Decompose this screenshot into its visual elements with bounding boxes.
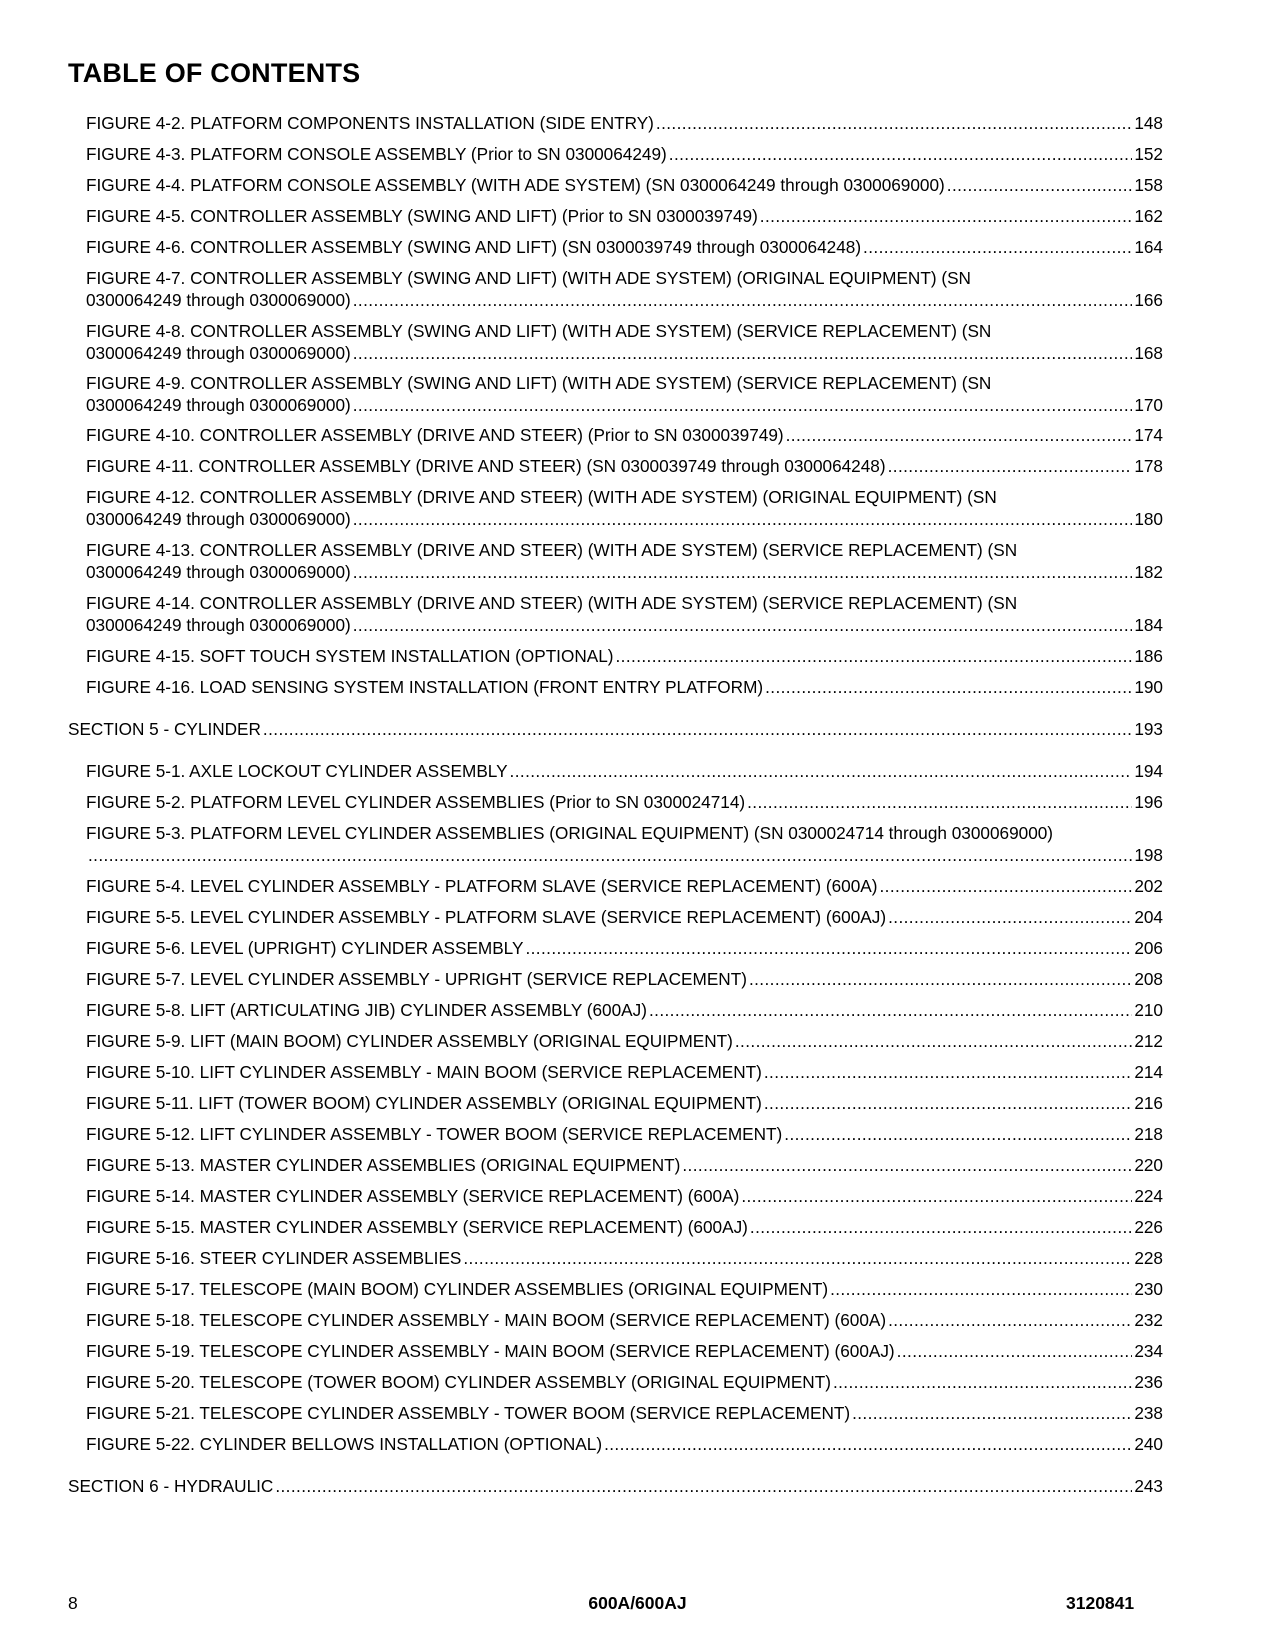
toc-entry-page: 220 (1134, 1155, 1163, 1175)
toc-entry[interactable] (86, 236, 1163, 258)
toc-entry[interactable] (86, 1061, 1163, 1083)
toc-entry-title-line1: FIGURE 4-14. CONTROLLER ASSEMBLY (DRIVE AND STEER) (WITH ADE SYSTEM) (SERVICE REPLACEMENT) (SN (86, 593, 1018, 613)
toc-entry-page: 243 (1134, 1476, 1163, 1496)
toc-entry-page: 178 (1134, 456, 1163, 476)
toc-entry-page: 236 (1134, 1372, 1163, 1392)
toc-entry[interactable] (86, 1433, 1163, 1455)
toc-entry-title: FIGURE 4-16. LOAD SENSING SYSTEM INSTALLATION (FRONT ENTRY PLATFORM) (86, 677, 764, 697)
toc-entry[interactable] (86, 937, 1163, 959)
dot-leader (510, 760, 1133, 782)
toc-entry[interactable] (86, 112, 1163, 134)
toc-entry[interactable] (86, 1154, 1163, 1176)
dot-leader (888, 455, 1133, 477)
toc-entry-page: 152 (1134, 144, 1163, 164)
toc-entry-page: 218 (1134, 1124, 1163, 1144)
toc-entry-page: 208 (1134, 969, 1163, 989)
toc-entry-page: 174 (1134, 425, 1163, 445)
toc-entry-page: 180 (1134, 509, 1163, 529)
toc-section[interactable] (68, 718, 1163, 740)
dot-leader (764, 1061, 1132, 1083)
toc-entry-title-line1: FIGURE 4-13. CONTROLLER ASSEMBLY (DRIVE AND STEER) (WITH ADE SYSTEM) (SERVICE REPLACEMENT) (SN (86, 540, 1018, 560)
toc-entry[interactable] (86, 1309, 1163, 1331)
toc-entry-title: FIGURE 5-21. TELESCOPE CYLINDER ASSEMBLY - TOWER BOOM (SERVICE REPLACEMENT) (86, 1403, 851, 1423)
toc-entry-page: 164 (1134, 237, 1163, 257)
dot-leader (888, 906, 1132, 928)
toc-entry-page: 228 (1134, 1248, 1163, 1268)
toc-entry-title: FIGURE 5-10. LIFT CYLINDER ASSEMBLY - MAIN BOOM (SERVICE REPLACEMENT) (86, 1062, 762, 1082)
dot-leader (353, 342, 1133, 364)
dot-leader (525, 937, 1132, 959)
dot-leader (353, 561, 1133, 583)
toc-entry-page: 240 (1134, 1434, 1163, 1454)
toc-entry[interactable] (86, 174, 1163, 196)
toc-entry-title: FIGURE 5-20. TELESCOPE (TOWER BOOM) CYLINDER ASSEMBLY (ORIGINAL EQUIPMENT) (86, 1372, 831, 1392)
toc-entry-title: FIGURE 5-5. LEVEL CYLINDER ASSEMBLY - PLATFORM SLAVE (SERVICE REPLACEMENT) (600AJ) (86, 907, 887, 927)
toc-entry[interactable] (86, 676, 1163, 698)
toc-entry[interactable] (86, 1247, 1163, 1269)
dot-leader (764, 1092, 1132, 1114)
toc-entry-title: FIGURE 5-19. TELESCOPE CYLINDER ASSEMBLY - MAIN BOOM (SERVICE REPLACEMENT) (600AJ) (86, 1341, 895, 1361)
toc-entry-title: FIGURE 4-3. PLATFORM CONSOLE ASSEMBLY (Prior to SN 0300064249) (86, 144, 667, 164)
toc-entry-page: 234 (1134, 1341, 1163, 1361)
toc-entry-title: FIGURE 5-18. TELESCOPE CYLINDER ASSEMBLY - MAIN BOOM (SERVICE REPLACEMENT) (600A) (86, 1310, 887, 1330)
toc-entry-page: 186 (1134, 646, 1163, 666)
toc-entry[interactable] (86, 539, 1163, 583)
dot-leader (263, 718, 1132, 740)
toc-entry-title: FIGURE 5-14. MASTER CYLINDER ASSEMBLY (SERVICE REPLACEMENT) (600A) (86, 1186, 740, 1206)
toc-entry[interactable] (86, 1371, 1163, 1393)
dot-leader (669, 143, 1133, 165)
dot-leader (784, 1123, 1132, 1145)
toc-section[interactable] (68, 1475, 1163, 1497)
toc-entry-page: 232 (1134, 1310, 1163, 1330)
toc-entry[interactable] (86, 424, 1163, 446)
dot-leader (888, 1309, 1132, 1331)
toc-entry[interactable] (86, 1402, 1163, 1424)
toc-entry-title: FIGURE 5-11. LIFT (TOWER BOOM) CYLINDER ASSEMBLY (ORIGINAL EQUIPMENT) (86, 1093, 762, 1113)
toc-entry[interactable] (86, 875, 1163, 897)
toc-entry-title-line1: FIGURE 5-3. PLATFORM LEVEL CYLINDER ASSEMBLIES (ORIGINAL EQUIPMENT) (SN 0300024714 through 0300069000) (86, 823, 1054, 843)
toc-section-title: SECTION 6 - HYDRAULIC (68, 1476, 274, 1496)
toc-entry-page: 212 (1134, 1031, 1163, 1051)
dot-leader (741, 1185, 1132, 1207)
toc-entry-title-line1: FIGURE 4-12. CONTROLLER ASSEMBLY (DRIVE AND STEER) (WITH ADE SYSTEM) (ORIGINAL EQUIPMENT) (SN (86, 487, 997, 507)
dot-leader (604, 1433, 1132, 1455)
toc-entry-page: 184 (1134, 615, 1163, 635)
toc-entry-title: FIGURE 5-12. LIFT CYLINDER ASSEMBLY - TOWER BOOM (SERVICE REPLACEMENT) (86, 1124, 783, 1144)
toc-entry-page: 216 (1134, 1093, 1163, 1113)
toc-entry[interactable] (86, 1278, 1163, 1300)
toc-entry-title-line1: FIGURE 4-9. CONTROLLER ASSEMBLY (SWING AND LIFT) (WITH ADE SYSTEM) (SERVICE REPLACEMENT) (SN (86, 373, 992, 393)
toc-entry[interactable] (86, 455, 1163, 477)
toc-entry-page: 182 (1134, 562, 1163, 582)
toc-entry-title: FIGURE 5-7. LEVEL CYLINDER ASSEMBLY - UPRIGHT (SERVICE REPLACEMENT) (86, 969, 747, 989)
toc-entry-title: FIGURE 5-17. TELESCOPE (MAIN BOOM) CYLINDER ASSEMBLIES (ORIGINAL EQUIPMENT) (86, 1279, 829, 1299)
dot-leader (275, 1475, 1132, 1497)
toc-entry[interactable] (86, 968, 1163, 990)
toc-entry-title-line2: 0300064249 through 0300069000) (86, 290, 351, 310)
toc-entry[interactable] (86, 906, 1163, 928)
toc-entry-title: FIGURE 4-11. CONTROLLER ASSEMBLY (DRIVE AND STEER) (SN 0300039749 through 0300064248) (86, 456, 886, 476)
toc-entry-page: 194 (1134, 761, 1163, 781)
toc-entry-title-line1: FIGURE 4-8. CONTROLLER ASSEMBLY (SWING AND LIFT) (WITH ADE SYSTEM) (SERVICE REPLACEMENT) (SN (86, 321, 992, 341)
toc-entry[interactable] (86, 592, 1163, 636)
toc-entry-page: 226 (1134, 1217, 1163, 1237)
toc-entry-title: FIGURE 4-5. CONTROLLER ASSEMBLY (SWING AND LIFT) (Prior to SN 0300039749) (86, 206, 758, 226)
dot-leader (863, 236, 1132, 258)
dot-leader (897, 1340, 1133, 1362)
dot-leader (830, 1278, 1132, 1300)
dot-leader (616, 645, 1133, 667)
footer-doc-number: 3120841 (1066, 1593, 1135, 1613)
toc-entry-title: FIGURE 4-10. CONTROLLER ASSEMBLY (DRIVE AND STEER) (Prior to SN 0300039749) (86, 425, 784, 445)
toc-entry[interactable] (86, 320, 1163, 364)
dot-leader (353, 394, 1133, 416)
dot-leader (750, 1216, 1132, 1238)
toc-entry-title: FIGURE 5-2. PLATFORM LEVEL CYLINDER ASSEMBLIES (Prior to SN 0300024714) (86, 792, 746, 812)
dot-leader (947, 174, 1133, 196)
toc-entry-page: 204 (1134, 907, 1163, 927)
toc-entry-title: FIGURE 5-16. STEER CYLINDER ASSEMBLIES (86, 1248, 462, 1268)
toc-entry-page: 230 (1134, 1279, 1163, 1299)
toc-entry[interactable] (86, 1185, 1163, 1207)
toc-entry[interactable] (86, 143, 1163, 165)
dot-leader (747, 791, 1132, 813)
toc-entry[interactable] (86, 645, 1163, 667)
toc-entry-page: 193 (1134, 719, 1163, 739)
toc-entry-page: 238 (1134, 1403, 1163, 1423)
toc-entry-page: 202 (1134, 876, 1163, 896)
dot-leader (880, 875, 1133, 897)
dot-leader (88, 844, 1132, 866)
toc-entry-page: 158 (1134, 175, 1163, 195)
toc-entry-title-line2: 0300064249 through 0300069000) (86, 509, 351, 529)
toc-entry-title-line2: 0300064249 through 0300069000) (86, 343, 351, 363)
toc-entry-title: FIGURE 5-9. LIFT (MAIN BOOM) CYLINDER ASSEMBLY (ORIGINAL EQUIPMENT) (86, 1031, 733, 1051)
dot-leader (649, 999, 1132, 1021)
toc-entry[interactable] (86, 486, 1163, 530)
toc-entry-title: FIGURE 5-4. LEVEL CYLINDER ASSEMBLY - PLATFORM SLAVE (SERVICE REPLACEMENT) (600A) (86, 876, 878, 896)
toc-entry-page: 170 (1134, 395, 1163, 415)
toc-entry[interactable] (86, 205, 1163, 227)
toc-entry[interactable] (86, 760, 1163, 782)
dot-leader (353, 289, 1133, 311)
dot-leader (749, 968, 1132, 990)
toc-entry-title: FIGURE 5-8. LIFT (ARTICULATING JIB) CYLINDER ASSEMBLY (600AJ) (86, 1000, 647, 1020)
dot-leader (463, 1247, 1132, 1269)
page-title: TABLE OF CONTENTS (68, 58, 361, 88)
toc-entry-page: 206 (1134, 938, 1163, 958)
toc-entry-title: FIGURE 5-13. MASTER CYLINDER ASSEMBLIES (ORIGINAL EQUIPMENT) (86, 1155, 681, 1175)
toc-entry-title-line2: 0300064249 through 0300069000) (86, 562, 351, 582)
toc-entry[interactable] (86, 1123, 1163, 1145)
toc-entry-page: 210 (1134, 1000, 1163, 1020)
toc-entry-title: FIGURE 4-4. PLATFORM CONSOLE ASSEMBLY (WITH ADE SYSTEM) (SN 0300064249 through 0300069000) (86, 175, 945, 195)
toc-entry-title: FIGURE 5-15. MASTER CYLINDER ASSEMBLY (SERVICE REPLACEMENT) (600AJ) (86, 1217, 748, 1237)
toc-entry-page: 198 (1134, 845, 1163, 865)
toc-entry-title-line2: 0300064249 through 0300069000) (86, 615, 351, 635)
toc-entry-title: FIGURE 5-22. CYLINDER BELLOWS INSTALLATION (OPTIONAL) (86, 1434, 603, 1454)
dot-leader (353, 614, 1133, 636)
toc-entry-page: 162 (1134, 206, 1163, 226)
dot-leader (353, 508, 1133, 530)
dot-leader (735, 1030, 1132, 1052)
dot-leader (760, 205, 1133, 227)
dot-leader (833, 1371, 1132, 1393)
toc-section-title: SECTION 5 - CYLINDER (68, 719, 261, 739)
dot-leader (682, 1154, 1132, 1176)
toc-entry[interactable] (86, 1092, 1163, 1114)
dot-leader (852, 1402, 1132, 1424)
dot-leader (786, 424, 1133, 446)
toc-entry-title: FIGURE 4-6. CONTROLLER ASSEMBLY (SWING AND LIFT) (SN 0300039749 through 0300064248) (86, 237, 862, 257)
toc-entry-title: FIGURE 5-6. LEVEL (UPRIGHT) CYLINDER ASSEMBLY (86, 938, 524, 958)
toc-entry[interactable] (86, 1030, 1163, 1052)
toc-entry-title: FIGURE 5-1. AXLE LOCKOUT CYLINDER ASSEMBLY (86, 761, 508, 781)
toc-entry[interactable] (86, 822, 1163, 866)
toc-entry-page: 214 (1134, 1062, 1163, 1082)
toc-entry-page: 168 (1134, 343, 1163, 363)
dot-leader (765, 676, 1132, 698)
toc-entry-title: FIGURE 4-15. SOFT TOUCH SYSTEM INSTALLATION (OPTIONAL) (86, 646, 614, 666)
footer-page-number: 8 (68, 1593, 78, 1613)
toc-entry[interactable] (86, 267, 1163, 311)
toc-entry-title: FIGURE 4-2. PLATFORM COMPONENTS INSTALLATION (SIDE ENTRY) (86, 113, 654, 133)
toc-entry[interactable] (86, 999, 1163, 1021)
toc-entry-title-line2: 0300064249 through 0300069000) (86, 395, 351, 415)
toc-entry-title-line1: FIGURE 4-7. CONTROLLER ASSEMBLY (SWING AND LIFT) (WITH ADE SYSTEM) (ORIGINAL EQUIPMENT) (SN (86, 268, 971, 288)
toc-entry-page: 166 (1134, 290, 1163, 310)
toc-entry[interactable] (86, 1216, 1163, 1238)
toc-entry-page: 196 (1134, 792, 1163, 812)
footer-model: 600A/600AJ (588, 1593, 687, 1613)
toc-entry-page: 224 (1134, 1186, 1163, 1206)
toc-entry-page: 148 (1134, 113, 1163, 133)
toc-entry[interactable] (86, 1340, 1163, 1362)
toc-entry[interactable] (86, 791, 1163, 813)
toc-entry-page: 190 (1134, 677, 1163, 697)
dot-leader (656, 112, 1132, 134)
toc-entry[interactable] (86, 372, 1163, 416)
